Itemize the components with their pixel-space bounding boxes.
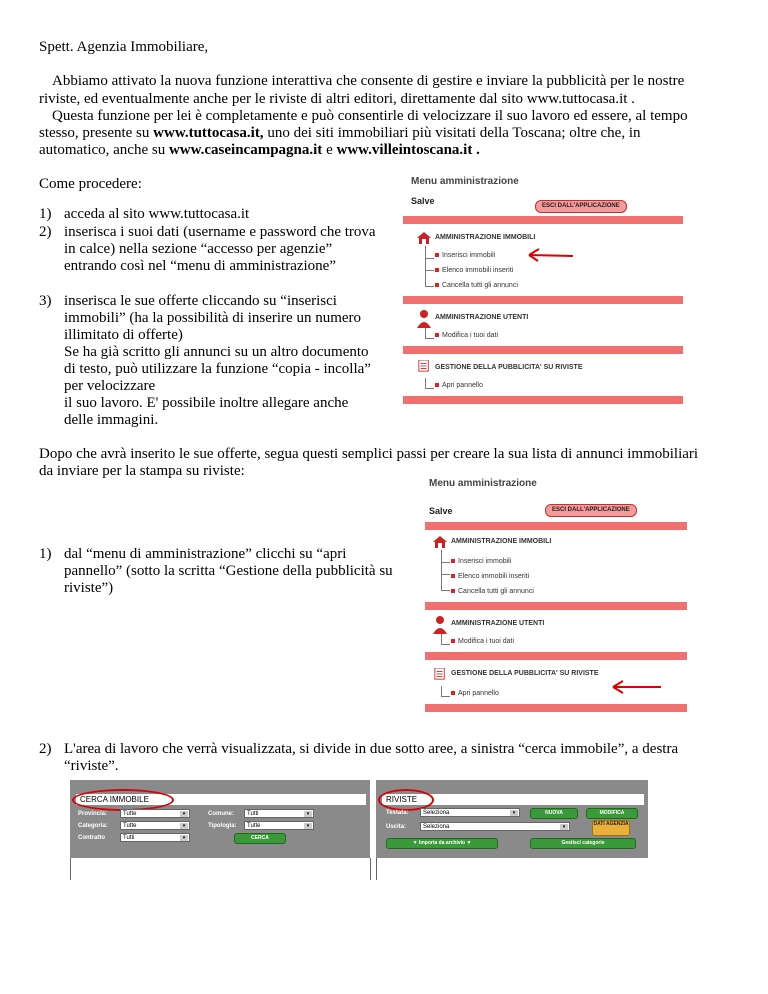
divider-bar [425,602,687,610]
user-icon [417,310,431,328]
intro-b-line-1: Dopo che avrà inserito le sue offerte, segua questi semplici passi per creare la sua lista di annunci immobiliari [39,446,699,462]
tipologia-select[interactable] [244,821,314,830]
categoria-label: Categoria: [78,823,108,829]
exit-button[interactable]: ESCI DALL'APPLICAZIONE [535,200,627,213]
bullet-icon [451,589,455,593]
step-text: di testo, può utilizzare la funzione “copia - incolla” [64,361,371,377]
tipologia-label: Tipologia: [208,823,237,829]
section-amministrazione-immobili: AMMINISTRAZIONE IMMOBILI [435,234,536,241]
menu-item-modifica-dati[interactable] [435,332,498,339]
step-text: acceda al sito www.tuttocasa.it [64,206,250,222]
admin-menu-screenshot-2 [425,478,687,718]
item-label: Inserisci immobili [442,252,496,259]
contratto-select[interactable] [120,833,190,842]
tree-line [441,634,450,645]
menu-item-apri-pannello[interactable] [451,690,499,697]
uscita-select[interactable] [420,822,570,831]
item-label: Cancella tutti gli annunci [458,588,534,595]
bullet-icon [435,283,439,287]
house-icon [433,536,447,548]
bullet-icon [451,574,455,578]
step-text: in calce) nella sezione “accesso per agenzie” [64,241,333,257]
paragraph-1-line-1: Abbiamo attivato la nuova funzione interattiva che consente di gestire e inviare la pubblicità per le nostre [52,73,685,89]
step-text: delle immagini. [64,412,159,428]
divider-bar [403,216,683,224]
tree-line [425,328,434,339]
step-number: 1) [39,206,52,222]
chevron-down-icon: ▾ [304,811,312,817]
tree-line [441,574,450,591]
menu-title: Menu amministrazione [411,176,519,187]
select-value: Tutti [123,835,135,841]
house-icon [417,232,431,244]
step-a-3 [39,292,419,432]
step-text: illimitato di offerte) [64,327,183,343]
step-b-2 [39,740,739,776]
chevron-down-icon: ▾ [180,823,188,829]
item-label: Inserisci immobili [458,558,512,565]
step-text: dal “menu di amministrazione” clicchi su “apri [64,546,347,562]
step-text: il suo lavoro. E' possibile inoltre allegare anche [64,395,349,411]
bullet-icon [451,639,455,643]
item-label: Apri pannello [458,690,499,697]
link-villeintoscana: www.villeintoscana.it . [336,142,480,158]
divider-bar [425,652,687,660]
document-icon [417,360,431,372]
step-a-1 [39,205,419,223]
text: e [322,142,337,158]
bullet-icon [451,559,455,563]
step-text: inserisca i suoi dati (username e password che trova [64,224,376,240]
section-gestione-pubblicita: GESTIONE DELLA PUBBLICITA' SU RIVISTE [435,364,583,371]
tree-line [425,378,434,389]
step-number: 1) [39,546,52,562]
select-value: Tutte [247,823,261,829]
bullet-icon [435,253,439,257]
section-amministrazione-utenti: AMMINISTRAZIONE UTENTI [435,314,529,321]
menu-title: Menu amministrazione [429,478,537,489]
section-gestione-pubblicita: GESTIONE DELLA PUBBLICITA' SU RIVISTE [451,670,599,677]
salve-label: Salve [411,196,435,206]
chevron-down-icon: ▾ [180,835,188,841]
step-number: 2) [39,741,52,757]
chevron-down-icon: ▾ [560,824,568,830]
intro-b-line-2: da inviare per la stampa su riviste: [39,463,245,479]
document-icon [433,668,447,680]
gestisci-categorie-button[interactable]: Gestisci categorie [530,838,636,849]
select-value: Tutte [123,811,137,817]
uscita-label: Uscita: [386,824,407,830]
bullet-icon [435,383,439,387]
red-arrow-icon [607,678,663,696]
provincia-select[interactable] [120,809,190,818]
step-text: L'area di lavoro che verrà visualizzata, si divide in due sotto aree, a sinistra “cerca immobile”, a destra [64,741,679,757]
step-text: entrando così nel “menu di amministrazione” [64,258,336,274]
comune-label: Comune: [208,811,234,817]
item-label: Modifica i tuoi dati [442,332,499,339]
menu-item-inserisci-immobili[interactable] [451,558,511,565]
menu-item-cancella-annunci[interactable] [435,282,518,289]
text: stesso, presente su [39,125,154,141]
step-number: 2) [39,224,52,240]
menu-item-elenco-immobili[interactable] [435,267,513,274]
link-caseincampagna: www.caseincampagna.it [168,142,323,158]
nuova-button[interactable]: NUOVA [530,808,578,819]
work-area-screenshot [70,780,650,880]
paragraph-2-line-1: Questa funzione per lei è completamente e può consentirle di velocizzare il suo lavoro ed essere, al tempo [52,108,688,124]
step-number: 3) [39,293,52,309]
contratto-label: Contratto [78,835,105,841]
menu-item-inserisci-immobili[interactable] [435,252,495,259]
panel-edge [376,858,377,880]
step-text: inserisca le sue offerte cliccando su “inserisci [64,293,337,309]
cerca-immobile-header: CERCA IMMOBILE [76,794,366,805]
item-label: Elenco immobili inseriti [458,573,530,580]
paragraph-2-line-2 [39,124,641,142]
bullet-icon [435,333,439,337]
menu-item-elenco-immobili[interactable] [451,573,529,580]
step-text: immobili” (ha la possibilità di inserire un numero [64,310,362,326]
step-text: per velocizzare [64,378,156,394]
menu-item-modifica-dati[interactable] [451,638,514,645]
tree-line [425,270,434,287]
panel-edge [70,858,71,880]
dati-agenzia-button[interactable]: DATI AGENZIA [592,820,630,836]
menu-item-cancella-annunci[interactable] [451,588,534,595]
tree-line [441,686,450,697]
bullet-icon [435,268,439,272]
greeting: Spett. Agenzia Immobiliare, [39,39,209,55]
step-a-2 [39,223,419,277]
bullet-icon [451,691,455,695]
text: uno dei siti immobiliari più visitati della Toscana; oltre che, in [263,125,641,141]
select-value: Seleziona [423,824,450,830]
highlight-ring [72,789,174,811]
chevron-down-icon: ▾ [180,811,188,817]
step-text: riviste”) [64,580,114,596]
red-arrow-icon [523,246,575,264]
testata-label: Testata: [386,810,409,816]
divider-bar [425,704,687,712]
provincia-label: Provincia: [78,811,108,817]
riviste-header: RIVISTE [382,794,644,805]
testata-select[interactable] [420,808,520,817]
exit-button[interactable]: ESCI DALL'APPLICAZIONE [545,504,637,517]
select-value: Tutti [247,811,259,817]
panel-edge [370,858,371,880]
section-amministrazione-utenti: AMMINISTRAZIONE UTENTI [451,620,545,627]
item-label: Modifica i tuoi dati [458,638,515,645]
divider-bar [425,522,687,530]
divider-bar [403,396,683,404]
comune-select[interactable] [244,809,314,818]
cerca-button[interactable]: CERCA [234,833,286,844]
chevron-down-icon: ▾ [304,823,312,829]
paragraph-1-line-2: riviste, ed eventualmente anche per le riviste di altri editori, direttamente dal sito www.tuttocasa.it . [39,91,635,107]
section-amministrazione-immobili: AMMINISTRAZIONE IMMOBILI [451,538,552,545]
salve-label: Salve [429,506,453,516]
select-value: Tutte [123,823,137,829]
chevron-down-icon: ▾ [510,810,518,816]
link-tuttocasa: www.tuttocasa.it, [153,125,264,141]
modifica-button[interactable]: MODIFICA [586,808,638,819]
categoria-select[interactable] [120,821,190,830]
divider-bar [403,296,683,304]
divider-bar [403,346,683,354]
step-b-1 [39,545,429,599]
step-text: Se ha già scritto gli annunci su un altro documento [64,344,369,360]
item-label: Elenco immobili inseriti [442,267,514,274]
step-text: pannello” (sotto la scritta “Gestione della pubblicità su [64,563,393,579]
step-text: “riviste”. [64,758,119,774]
how-to-heading: Come procedere: [39,176,142,192]
user-icon [433,616,447,634]
select-value: Seleziona [423,810,450,816]
paragraph-2-line-3 [39,141,480,159]
menu-item-apri-pannello[interactable] [435,382,483,389]
importa-da-archivio-button[interactable]: ▼ Importa da archivio ▼ [386,838,498,849]
admin-menu-screenshot-1 [403,176,683,416]
text: automatico, anche su [39,142,169,158]
item-label: Cancella tutti gli annunci [442,282,518,289]
item-label: Apri pannello [442,382,483,389]
